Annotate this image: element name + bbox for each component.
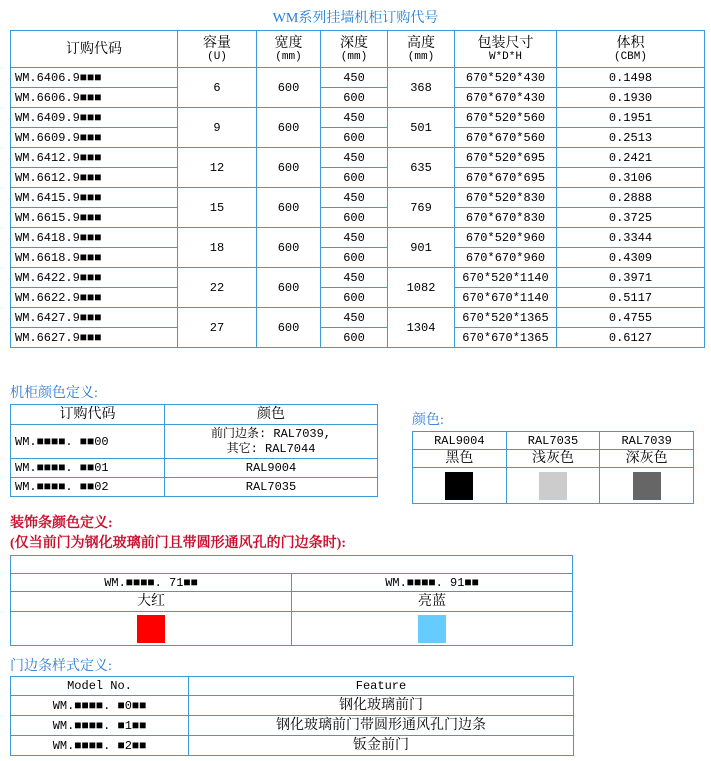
table-row xyxy=(11,108,705,128)
order-code-cell: WM.6627.9■■■ xyxy=(11,328,178,348)
ral-code-cell: RAL7035 xyxy=(506,432,600,450)
column-header-title: 深度 xyxy=(340,35,368,51)
color-name-cell: 深灰色 xyxy=(600,450,694,468)
capacity-cell: 9 xyxy=(178,108,257,148)
table-row xyxy=(11,88,705,108)
column-header-unit: (mm) xyxy=(340,50,368,63)
ral-code-cell: RAL7039 xyxy=(600,432,694,450)
package-size-cell: 670*520*560 xyxy=(455,108,557,128)
depth-cell: 450 xyxy=(321,228,388,248)
column-header xyxy=(557,31,705,68)
volume-cell: 0.1951 xyxy=(557,108,705,128)
package-size-cell: 670*670*695 xyxy=(455,168,557,188)
column-header-unit: (U) xyxy=(207,50,227,63)
width-cell: 600 xyxy=(257,268,321,308)
table-row xyxy=(11,696,574,716)
column-header-title: 高度 xyxy=(407,35,435,51)
feature-cell: 钢化玻璃前门 xyxy=(189,696,574,716)
volume-cell: 0.5117 xyxy=(557,288,705,308)
column-header-unit: W*D*H xyxy=(488,50,522,63)
volume-cell: 0.1498 xyxy=(557,68,705,88)
trim-color-subheading: (仅当前门为钢化玻璃前门且带圆形通风孔的门边条时): xyxy=(10,536,346,551)
width-cell: 600 xyxy=(257,108,321,148)
table-row xyxy=(11,459,378,478)
table-row xyxy=(11,228,705,248)
depth-cell: 600 xyxy=(321,248,388,268)
depth-cell: 450 xyxy=(321,188,388,208)
cabinet-color-heading: 机柜颜色定义: xyxy=(10,386,98,401)
height-cell: 769 xyxy=(388,188,455,228)
column-header-title: 订购代码 xyxy=(66,41,122,57)
table-row xyxy=(11,128,705,148)
trim-code-cell: WM.■■■■. 91■■ xyxy=(292,574,573,592)
color-value-line2: 其它: RAL7044 xyxy=(226,442,316,456)
package-size-cell: 670*670*1365 xyxy=(455,328,557,348)
width-cell: 600 xyxy=(257,188,321,228)
width-cell: 600 xyxy=(257,68,321,108)
column-header-title: 容量 xyxy=(203,35,231,51)
color-swatch xyxy=(539,472,567,500)
table-row xyxy=(11,288,705,308)
order-code-cell: WM.6418.9■■■ xyxy=(11,228,178,248)
column-header xyxy=(11,31,178,68)
ral-code-cell: RAL9004 xyxy=(413,432,507,450)
package-size-cell: 670*670*1140 xyxy=(455,288,557,308)
table-spacer xyxy=(11,556,573,574)
column-header-title: 宽度 xyxy=(274,35,303,51)
capacity-cell: 18 xyxy=(178,228,257,268)
width-cell: 600 xyxy=(257,148,321,188)
order-code-cell: WM.6415.9■■■ xyxy=(11,188,178,208)
column-header: Model No. xyxy=(11,677,189,696)
order-code-cell: WM.■■■■. ■■02 xyxy=(11,478,165,497)
volume-cell: 0.6127 xyxy=(557,328,705,348)
volume-cell: 0.1930 xyxy=(557,88,705,108)
order-code-cell: WM.6606.9■■■ xyxy=(11,88,178,108)
trim-color-table xyxy=(10,555,573,646)
height-cell: 501 xyxy=(388,108,455,148)
model-code-cell: WM.■■■■. ■2■■ xyxy=(11,736,189,756)
color-swatch xyxy=(445,472,473,500)
height-cell: 368 xyxy=(388,68,455,108)
trim-name-cell: 大红 xyxy=(11,592,292,612)
spec-table xyxy=(10,30,705,348)
table-row xyxy=(11,68,705,88)
depth-cell: 450 xyxy=(321,108,388,128)
table-row xyxy=(11,328,705,348)
color-value: 前门边条: RAL7039, xyxy=(210,427,331,441)
order-code-cell: WM.6618.9■■■ xyxy=(11,248,178,268)
package-size-cell: 670*520*430 xyxy=(455,68,557,88)
height-cell: 901 xyxy=(388,228,455,268)
depth-cell: 600 xyxy=(321,88,388,108)
table-row xyxy=(11,425,378,459)
trim-swatch-cell xyxy=(11,612,292,646)
volume-cell: 0.3971 xyxy=(557,268,705,288)
height-cell: 635 xyxy=(388,148,455,188)
column-header xyxy=(455,31,557,68)
color-name-cell: 浅灰色 xyxy=(506,450,600,468)
column-header-title: 包装尺寸 xyxy=(477,35,534,51)
order-code-cell: WM.6409.9■■■ xyxy=(11,108,178,128)
package-size-cell: 670*670*960 xyxy=(455,248,557,268)
color-swatch xyxy=(137,615,165,643)
order-code-cell: WM.6412.9■■■ xyxy=(11,148,178,168)
depth-cell: 450 xyxy=(321,68,388,88)
column-header-unit: (mm) xyxy=(275,50,302,63)
volume-cell: 0.2888 xyxy=(557,188,705,208)
model-code-cell: WM.■■■■. ■1■■ xyxy=(11,716,189,736)
trim-code-cell: WM.■■■■. 71■■ xyxy=(11,574,292,592)
color-cell xyxy=(165,425,378,459)
package-size-cell: 670*520*1365 xyxy=(455,308,557,328)
model-code-cell: WM.■■■■. ■0■■ xyxy=(11,696,189,716)
color-swatch-cell xyxy=(506,468,600,504)
column-header-unit: (mm) xyxy=(407,50,435,63)
volume-cell: 0.3106 xyxy=(557,168,705,188)
height-cell: 1082 xyxy=(388,268,455,308)
volume-cell: 0.4309 xyxy=(557,248,705,268)
column-header: 订购代码 xyxy=(11,405,165,425)
column-header xyxy=(321,31,388,68)
width-cell: 600 xyxy=(257,228,321,268)
order-code-cell: WM.■■■■. ■■01 xyxy=(11,459,165,478)
volume-cell: 0.4755 xyxy=(557,308,705,328)
color-swatch-cell xyxy=(600,468,694,504)
trim-color-heading: 装饰条颜色定义: xyxy=(10,516,113,531)
package-size-cell: 670*670*830 xyxy=(455,208,557,228)
table-row xyxy=(11,716,574,736)
depth-cell: 600 xyxy=(321,208,388,228)
order-code-cell: WM.6406.9■■■ xyxy=(11,68,178,88)
column-header-unit: (CBM) xyxy=(613,50,647,63)
trim-swatch-cell xyxy=(292,612,573,646)
depth-cell: 600 xyxy=(321,328,388,348)
color-legend-heading: 颜色: xyxy=(412,413,444,428)
color-cell xyxy=(165,478,378,497)
table-row xyxy=(11,268,705,288)
package-size-cell: 670*520*960 xyxy=(455,228,557,248)
color-name-cell: 黑色 xyxy=(413,450,507,468)
column-header: 颜色 xyxy=(165,405,378,425)
depth-cell: 600 xyxy=(321,288,388,308)
color-cell xyxy=(165,459,378,478)
order-code-cell: WM.■■■■. ■■00 xyxy=(11,425,165,459)
column-header xyxy=(257,31,321,68)
capacity-cell: 12 xyxy=(178,148,257,188)
trim-name-cell: 亮蓝 xyxy=(292,592,573,612)
color-swatch xyxy=(418,615,446,643)
column-header xyxy=(178,31,257,68)
table-row xyxy=(11,308,705,328)
volume-cell: 0.3725 xyxy=(557,208,705,228)
width-cell: 600 xyxy=(257,308,321,348)
height-cell: 1304 xyxy=(388,308,455,348)
table-row xyxy=(11,478,378,497)
feature-cell: 钣金前门 xyxy=(189,736,574,756)
table-row xyxy=(11,148,705,168)
feature-cell: 钢化玻璃前门带圆形通风孔门边条 xyxy=(189,716,574,736)
order-code-cell: WM.6609.9■■■ xyxy=(11,128,178,148)
package-size-cell: 670*520*830 xyxy=(455,188,557,208)
door-style-table xyxy=(10,676,574,756)
color-value: RAL7035 xyxy=(245,480,297,494)
capacity-cell: 15 xyxy=(178,188,257,228)
package-size-cell: 670*520*1140 xyxy=(455,268,557,288)
order-code-cell: WM.6612.9■■■ xyxy=(11,168,178,188)
depth-cell: 600 xyxy=(321,128,388,148)
order-code-cell: WM.6427.9■■■ xyxy=(11,308,178,328)
volume-cell: 0.2513 xyxy=(557,128,705,148)
color-swatch-cell xyxy=(413,468,507,504)
color-swatch xyxy=(633,472,661,500)
package-size-cell: 670*670*430 xyxy=(455,88,557,108)
depth-cell: 450 xyxy=(321,148,388,168)
column-header-title: 体积 xyxy=(616,35,645,51)
table-row xyxy=(11,208,705,228)
column-header xyxy=(388,31,455,68)
cabinet-color-table xyxy=(10,404,378,497)
capacity-cell: 22 xyxy=(178,268,257,308)
table-row xyxy=(11,188,705,208)
capacity-cell: 6 xyxy=(178,68,257,108)
table-row xyxy=(11,168,705,188)
depth-cell: 600 xyxy=(321,168,388,188)
color-legend-table xyxy=(412,431,694,504)
table-row xyxy=(11,736,574,756)
depth-cell: 450 xyxy=(321,308,388,328)
volume-cell: 0.2421 xyxy=(557,148,705,168)
package-size-cell: 670*670*560 xyxy=(455,128,557,148)
volume-cell: 0.3344 xyxy=(557,228,705,248)
table-row xyxy=(11,248,705,268)
order-code-cell: WM.6622.9■■■ xyxy=(11,288,178,308)
door-style-heading: 门边条样式定义: xyxy=(10,659,112,674)
package-size-cell: 670*520*695 xyxy=(455,148,557,168)
color-value: RAL9004 xyxy=(245,461,297,475)
depth-cell: 450 xyxy=(321,268,388,288)
order-code-cell: WM.6615.9■■■ xyxy=(11,208,178,228)
page-title: WM系列挂墙机柜订购代号 xyxy=(272,11,439,26)
capacity-cell: 27 xyxy=(178,308,257,348)
order-code-cell: WM.6422.9■■■ xyxy=(11,268,178,288)
column-header: Feature xyxy=(189,677,574,696)
